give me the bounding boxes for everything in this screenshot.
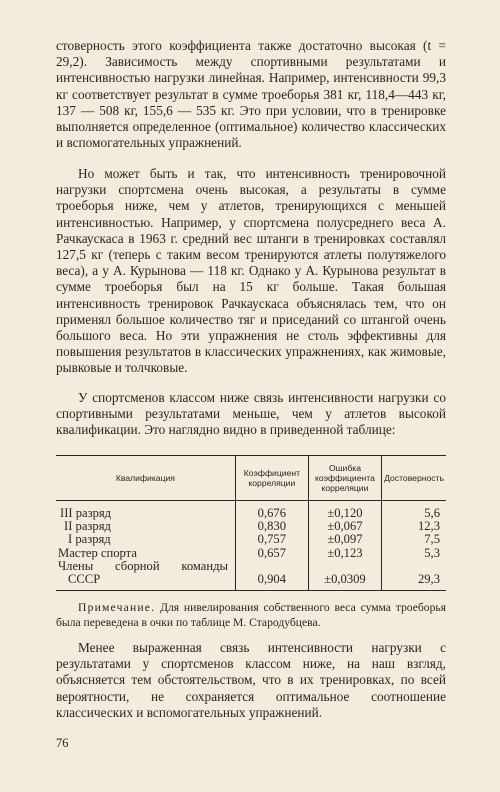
correlation-cell: 0,757 [235,533,308,546]
table-row [56,547,446,560]
reliability-cell: 29,3 [382,560,446,591]
paragraph-2 [56,166,446,377]
correlation-cell: 0,830 [235,520,308,533]
header-error: Ошибка коэффициента корреляции [308,456,381,501]
qualification-text: II разряд [64,519,111,534]
correlation-table [56,455,446,591]
reliability-cell: 5,3 [382,547,446,560]
table-row [56,520,446,533]
paragraph-1 [56,38,446,151]
paragraph-text: Но может быть и так, что интенсивность тренировочной нагрузки спортсмена очень высокая, а результаты в сумме троеборья ниже, чем у атлетов, тренирующихся с меньшей интенсивностью. Например, у спортсмена полусреднего веса А. Рачкаускаса в 1963 г. средний вес штанги в тренировках составлял 127,5 кг (теперь с таким весом тренируются атлеты полутяжелого веса), а у А. Курынова — 118 кг. Однако у А. Курынова результат в сумме троеборья был на 15 кг больше. Такая большая интенсивность тренировок Рачкаускаса объяснялась тем, что он применял большое количество тяг и приседаний со штангой очень большого веса. Но эти упражнения не столь эффективны для повышения результатов в классических упражнениях, как жимовые, рывковые и толчковые. [56,166,446,376]
header-qualification: Квалификация [56,456,235,501]
qualification-word: сборной [115,558,160,573]
error-cell: ±0,067 [308,520,381,533]
qualification-text: Мастер спорта [58,545,137,560]
qualification-cell [56,560,235,591]
table-row [56,560,446,591]
qualification-word: Члены [58,558,94,573]
qualification-text: III разряд [60,506,112,520]
table-header-row [56,456,446,501]
paragraph-4 [56,640,446,721]
note-text: Для нивелирования собственного веса сумма троеборья была переведена в очки по таблице М. Стародубцева. [56,601,447,629]
reliability-cell: 5,6 [382,501,446,521]
error-cell: ±0,120 [308,501,381,521]
correlation-cell: 0,676 [235,501,308,521]
header-correlation: Коэффициент корреляции [235,456,308,501]
table-row [56,501,446,521]
reliability-cell: 7,5 [382,533,446,546]
reliability-cell: 12,3 [382,520,446,533]
note-label: Примечание. [78,601,156,614]
error-cell: ±0,123 [308,547,381,560]
paragraph-3 [56,390,446,439]
paragraph-text: Менее выраженная связь интенсивности нагрузки с результатами у спортсменов классом ниже, на наш взгляд, объясняется тем обстоятельством, что в их тренировках, по всей вероятности, не сохраняется оптимальное соотношение классических и вспомогательных упражнений. [56,640,446,720]
error-cell: ±0,0309 [308,560,381,591]
table-row [56,533,446,546]
qualification-text: I разряд [68,532,111,547]
qualification-text: СССР [68,572,101,587]
qualification-cell [56,501,235,521]
paragraph-text: стоверность этого коэффициента также достаточно высокая (t = 29,2). Зависимость между спортивными результатами и интенсивностью нагрузки линейная. Например, интенсивности 99,3 кг соответствует результат в сумме троеборья 381 кг, 118,4—443 кг, 137 — 508 кг, 155,6 — 535 кг. Это при условии, что в тренировке выполняется определенное (оптимальное) количество классических и вспомогательных упражнений. [56,38,446,151]
error-cell: ±0,097 [308,533,381,546]
header-reliability: Достоверность [382,456,446,501]
correlation-cell: 0,657 [235,547,308,560]
paragraph-text: У спортсменов классом ниже связь интенсивности нагрузки со спортивными результатами меньше, чем у атлетов высокой квалификации. Это наглядно видно в приведенной таблице: [56,390,446,438]
qualification-word: команды [181,558,228,573]
table-note [56,600,446,630]
correlation-cell: 0,904 [235,560,308,591]
qualification-cell [56,547,235,560]
qualification-cell [56,533,235,546]
page-number: 76 [56,736,69,750]
